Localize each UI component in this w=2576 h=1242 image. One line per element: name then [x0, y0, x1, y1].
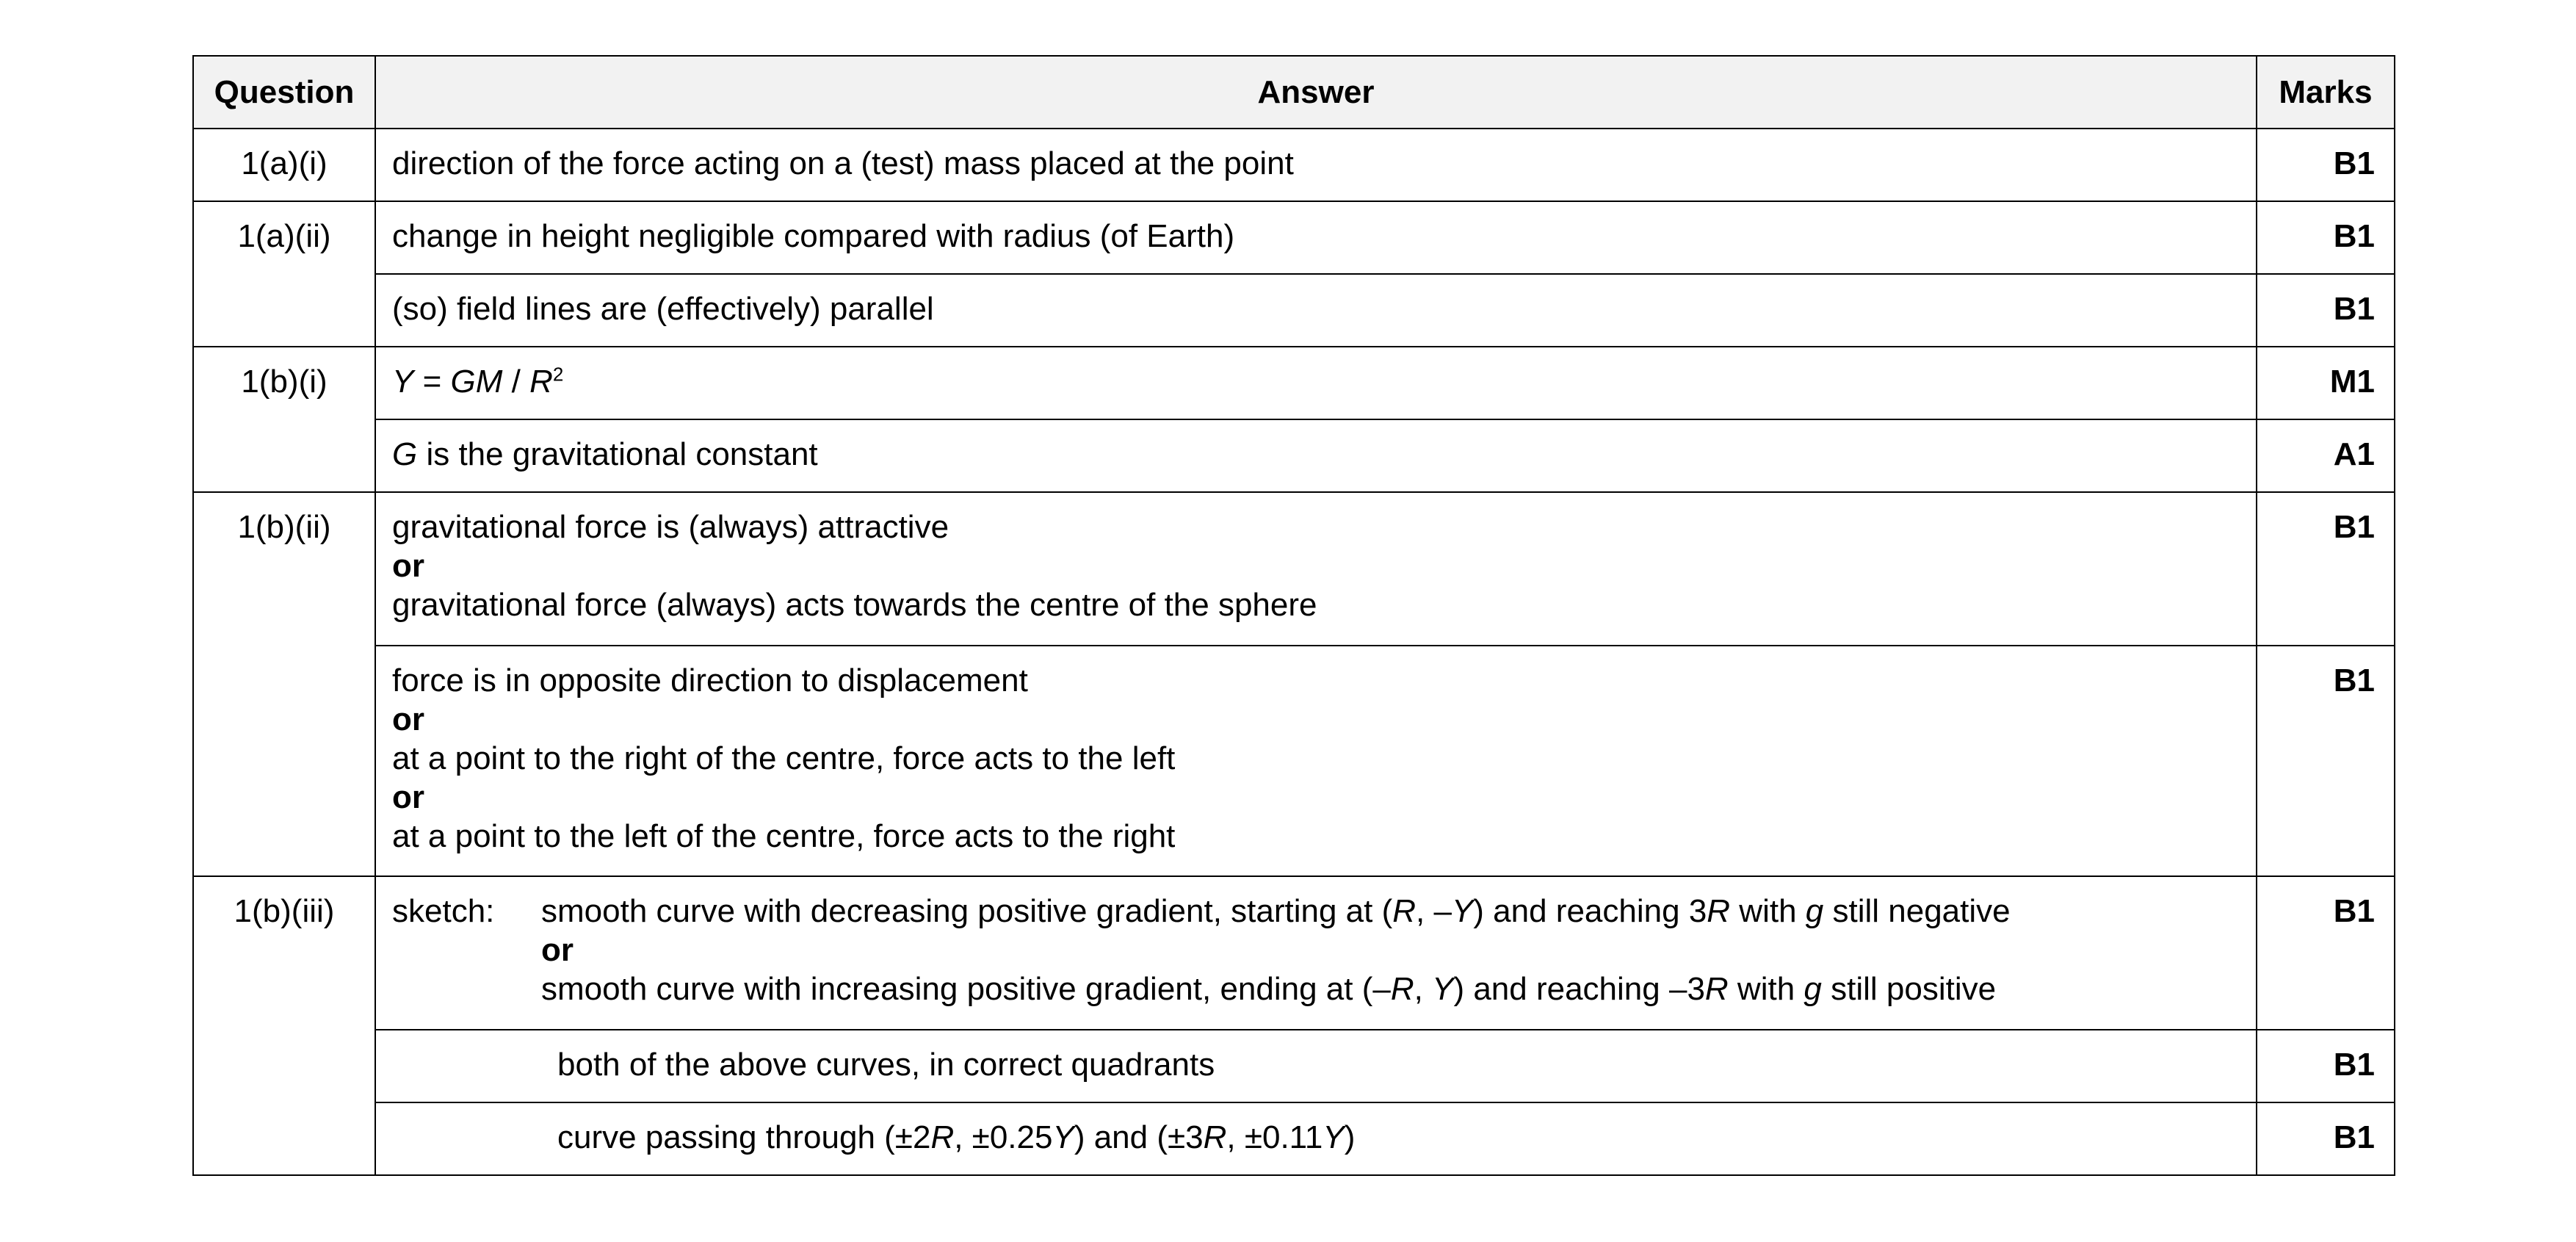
- or-label: or: [392, 779, 424, 815]
- answer-line: at a point to the left of the centre, force acts to the right: [392, 818, 1176, 854]
- answer-line: force is in opposite direction to displacement: [392, 662, 1028, 698]
- sketch-block: [392, 892, 2240, 1008]
- table-row: [193, 646, 2395, 876]
- mark-cell: B1: [2257, 129, 2395, 201]
- or-label: or: [392, 701, 424, 737]
- answer-cell: [375, 1030, 2257, 1102]
- mark-cell: B1: [2257, 1030, 2395, 1102]
- answer-cell: [375, 492, 2257, 646]
- table-row: [193, 492, 2395, 646]
- header-row: [193, 56, 2395, 129]
- question-cell: 1(a)(i): [193, 129, 375, 201]
- mark-cell: B1: [2257, 1102, 2395, 1175]
- table-row: [193, 347, 2395, 419]
- table-row: [193, 274, 2395, 347]
- answer-cell: (so) field lines are (effectively) parallel: [375, 274, 2257, 347]
- answer-cell: [375, 347, 2257, 419]
- question-cell-empty: [193, 274, 375, 347]
- marks-header: Marks: [2257, 56, 2395, 129]
- answer-cell: [375, 646, 2257, 876]
- symbol-r: R: [529, 364, 553, 400]
- question-cell: 1(a)(ii): [193, 201, 375, 274]
- question-cell-empty: [193, 1030, 375, 1102]
- question-cell-empty: [193, 1102, 375, 1175]
- mark-cell: M1: [2257, 347, 2395, 419]
- table-row: [193, 876, 2395, 1030]
- answer-text: =: [413, 364, 451, 400]
- answer-cell: [375, 419, 2257, 492]
- sketch-body: [541, 892, 2240, 1008]
- or-label: or: [392, 548, 424, 584]
- question-cell: 1(b)(ii): [193, 492, 375, 646]
- answer-cell: change in height negligible compared with radius (of Earth): [375, 201, 2257, 274]
- mark-cell: B1: [2257, 876, 2395, 1030]
- mark-cell: A1: [2257, 419, 2395, 492]
- table-row: [193, 201, 2395, 274]
- answer-line: both of the above curves, in correct quadrants: [557, 1047, 1215, 1083]
- mark-cell: B1: [2257, 201, 2395, 274]
- answer-cell: [375, 876, 2257, 1030]
- answer-cell: [375, 1102, 2257, 1175]
- answer-line: gravitational force (always) acts towards the centre of the sphere: [392, 587, 1317, 623]
- answer-text: /: [502, 364, 530, 400]
- sketch-label: sketch:: [392, 893, 495, 929]
- mark-cell: B1: [2257, 492, 2395, 646]
- symbol-g: G: [392, 436, 418, 472]
- answer-header: Answer: [375, 56, 2257, 129]
- question-cell: 1(b)(i): [193, 347, 375, 419]
- mark-cell: B1: [2257, 274, 2395, 347]
- question-cell: 1(b)(iii): [193, 876, 375, 1030]
- symbol-y: Y: [392, 364, 414, 400]
- mark-cell: B1: [2257, 646, 2395, 876]
- answer-line: at a point to the right of the centre, force acts to the left: [392, 740, 1176, 776]
- table-row: [193, 1030, 2395, 1102]
- question-cell-empty: [193, 646, 375, 876]
- answer-cell: direction of the force acting on a (test) mass placed at the point: [375, 129, 2257, 201]
- table-row: [193, 1102, 2395, 1175]
- table-row: [193, 419, 2395, 492]
- answer-line: smooth curve with decreasing positive gradient, starting at (R, –Y) and reaching 3R with g still negative: [541, 893, 2011, 929]
- symbol-gm: GM: [450, 364, 503, 400]
- answer-line: gravitational force is (always) attractive: [392, 509, 949, 545]
- exponent: 2: [552, 363, 564, 386]
- question-cell-empty: [193, 419, 375, 492]
- mark-scheme-table: [192, 55, 2395, 1176]
- answer-line: smooth curve with increasing positive gradient, ending at (–R, Y) and reaching –3R with g still positive: [541, 971, 1997, 1007]
- table-row: [193, 129, 2395, 201]
- answer-line: curve passing through (±2R, ±0.25Y) and (±3R, ±0.11Y): [557, 1119, 1356, 1155]
- or-label: or: [541, 932, 574, 968]
- question-header: Question: [193, 56, 375, 129]
- answer-text: is the gravitational constant: [417, 436, 818, 472]
